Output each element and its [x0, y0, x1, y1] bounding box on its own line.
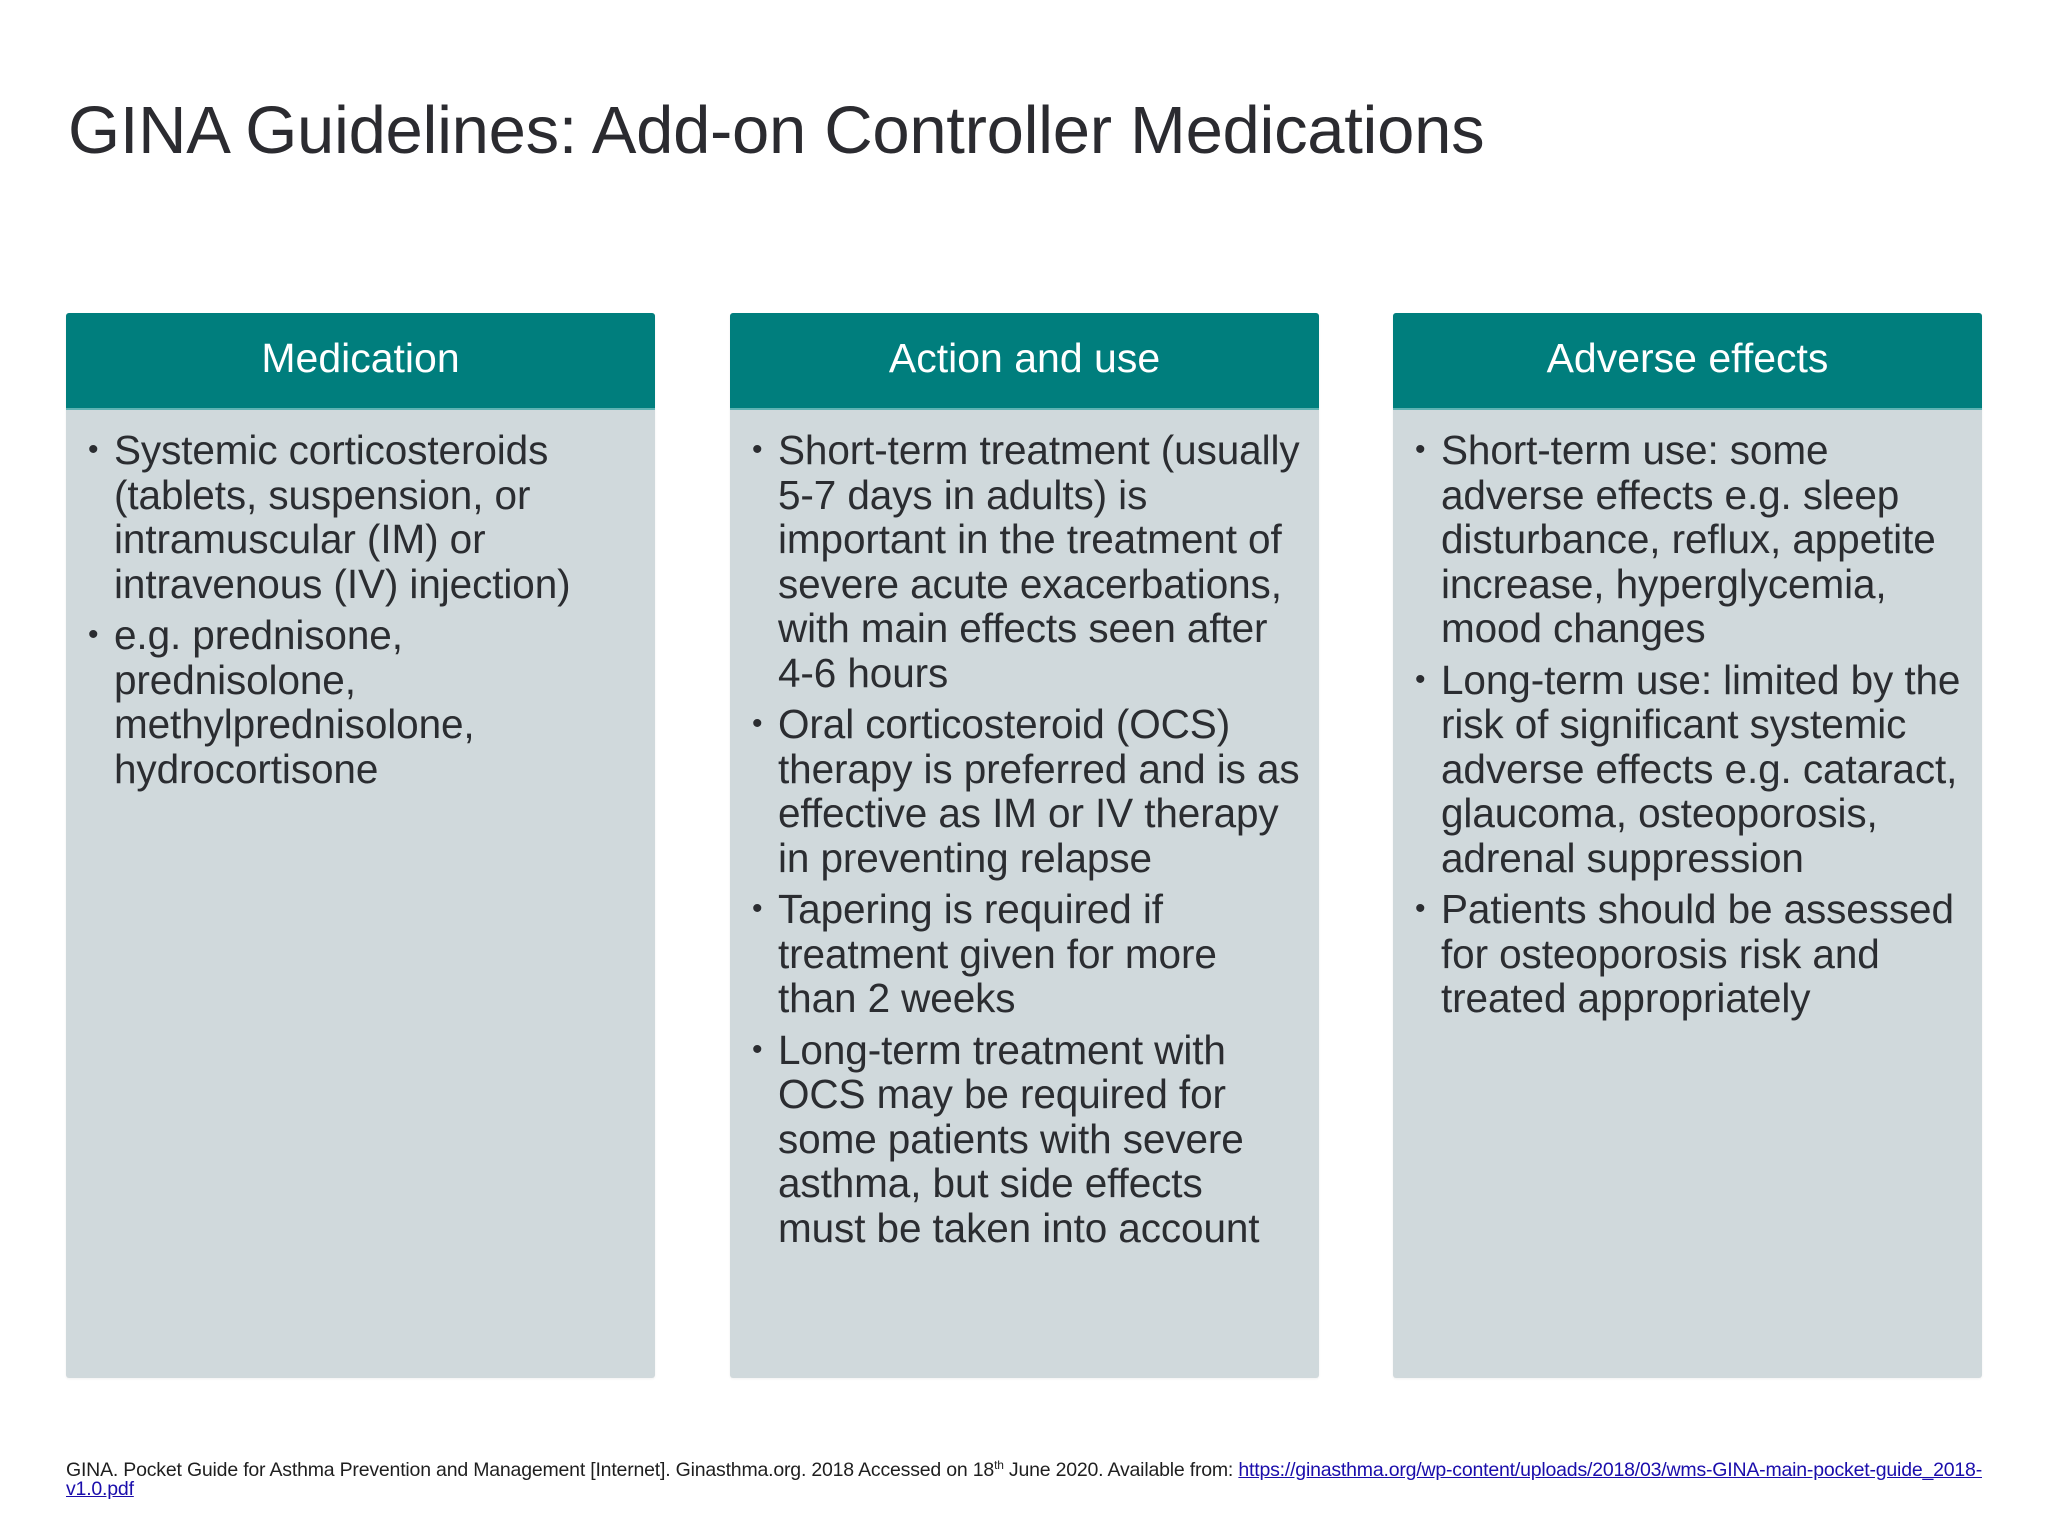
- medication-bullet-list: [66, 410, 655, 791]
- list-item: [1415, 428, 1964, 651]
- bullet-icon: •: [752, 433, 763, 466]
- bullet-text: Short-term use: some adverse effects e.g. sleep disturbance, reflux, appetite increase, hyperglycemia, mood changes: [1441, 427, 1936, 651]
- bullet-text: e.g. prednisone, prednisolone, methylprednisolone, hydrocortisone: [114, 612, 475, 792]
- bullet-icon: •: [752, 707, 763, 740]
- adverse-effects-bullet-list: [1393, 410, 1982, 1021]
- action-and-use-column: [730, 313, 1319, 1378]
- list-item: [1415, 658, 1964, 881]
- bullet-text: Oral corticosteroid (OCS) therapy is preferred and is as effective as IM or IV therapy in preventing relapse: [778, 701, 1300, 881]
- bullet-text: Patients should be assessed for osteoporosis risk and treated appropriately: [1441, 886, 1954, 1021]
- adverse-effects-column: [1393, 313, 1982, 1378]
- reference-link[interactable]: https://ginasthma.org/wp-content/uploads/2018/03/wms-GINA-main-pocket-guide_2018-v1.0.pdf: [66, 1459, 1982, 1500]
- bullet-text: Long-term treatment with OCS may be required for some patients with severe asthma, but side effects must be taken into account: [778, 1026, 1260, 1251]
- column-header-label: Medication: [261, 335, 460, 381]
- bullet-text: Systemic corticosteroids (tablets, suspension, or intramuscular (IM) or intravenous (IV) injection): [114, 427, 571, 607]
- list-item: [88, 428, 637, 606]
- bullet-icon: •: [88, 433, 99, 466]
- list-item: [88, 613, 637, 791]
- bullet-text: Tapering is required if treatment given for more than 2 weeks: [778, 886, 1217, 1021]
- column-header-adverse-effects: [1393, 313, 1982, 410]
- bullet-icon: •: [88, 618, 99, 651]
- reference-text: GINA. Pocket Guide for Asthma Prevention and Management [Internet]. Ginasthma.org. 2018 Accessed on 18: [66, 1459, 995, 1481]
- list-item: [752, 1028, 1301, 1251]
- bullet-icon: •: [752, 892, 763, 925]
- bullet-text: Long-term use: limited by the risk of significant systemic adverse effects e.g. cataract, glaucoma, osteoporosis, adrenal suppression: [1441, 656, 1961, 881]
- bullet-icon: •: [1415, 662, 1426, 696]
- bullet-icon: •: [1415, 892, 1426, 925]
- column-header-label: Adverse effects: [1546, 335, 1829, 381]
- list-item: [752, 428, 1301, 695]
- column-header-medication: [66, 313, 655, 410]
- medication-column: [66, 313, 655, 1378]
- reference-text-continued: June 2020. Available from:: [1003, 1459, 1239, 1481]
- slide-title: GINA Guidelines: Add-on Controller Medications: [68, 93, 1485, 168]
- action-and-use-bullet-list: [730, 410, 1319, 1250]
- list-item: [752, 887, 1301, 1021]
- ordinal-suffix: th: [994, 1458, 1004, 1472]
- column-header-action-and-use: [730, 313, 1319, 410]
- list-item: [752, 702, 1301, 880]
- bullet-icon: •: [752, 1032, 763, 1066]
- column-header-label: Action and use: [888, 335, 1161, 381]
- bullet-text: Short-term treatment (usually 5-7 days in adults) is important in the treatment of severe acute exacerbations, with main effects seen after 4-6 hours: [778, 427, 1300, 696]
- reference-footnote: [66, 1458, 1986, 1500]
- list-item: [1415, 887, 1964, 1021]
- bullet-icon: •: [1415, 433, 1426, 466]
